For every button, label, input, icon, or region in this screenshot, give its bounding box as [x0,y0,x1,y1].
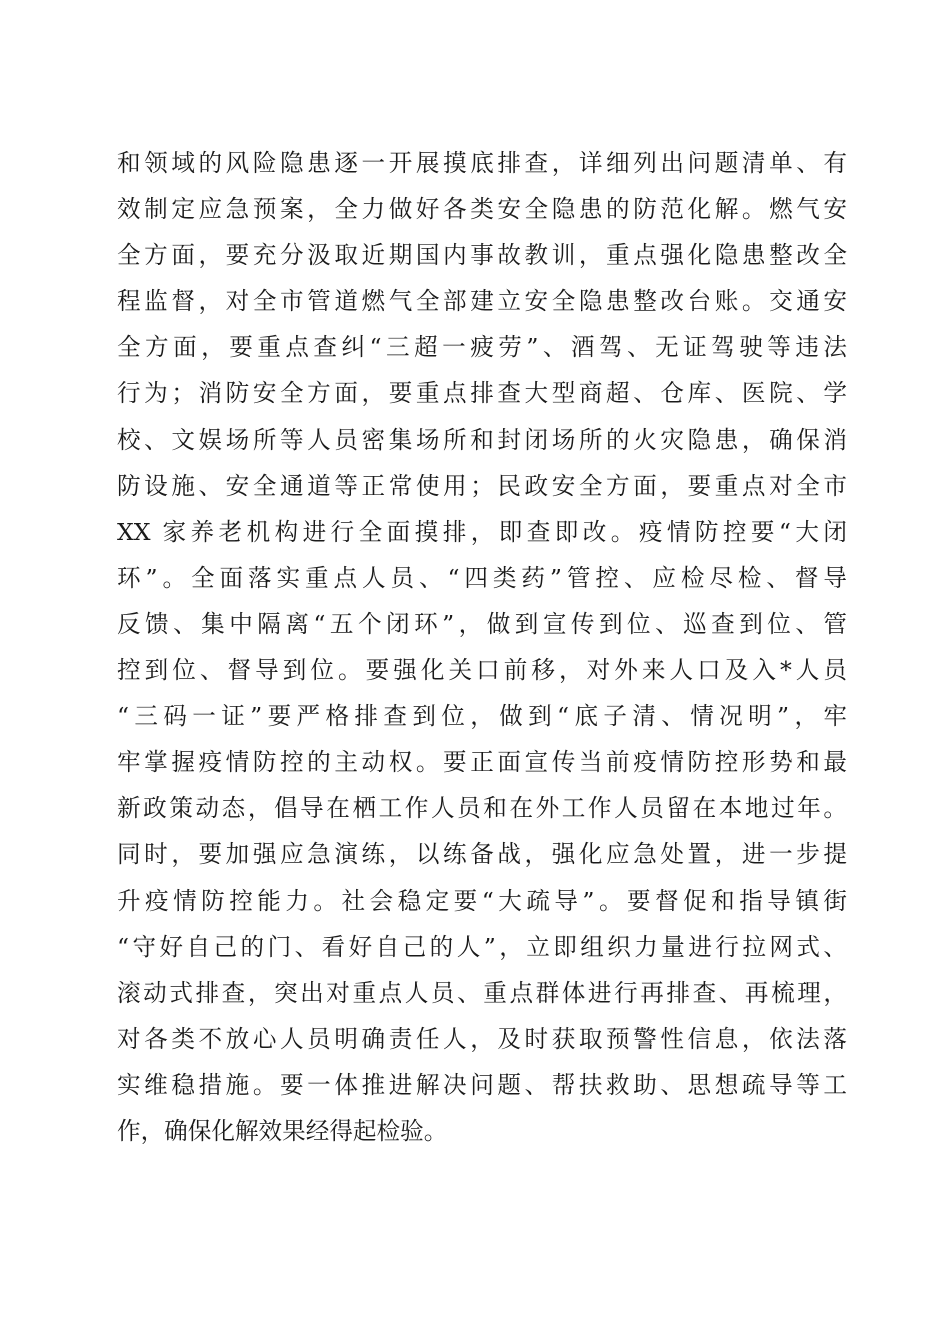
text-line: 新政策动态，倡导在栖工作人员和在外工作人员留在本地过年。 [117,794,847,823]
text-line: 实维稳措施。要一体推进解决问题、帮扶救助、思想疏导等工 [117,1070,847,1099]
text-line: 控到位、督导到位。要强化关口前移，对外来人口及入*人员 [117,656,847,685]
text-line: 对各类不放心人员明确责任人，及时获取预警性信息，依法落 [117,1024,847,1053]
text-line: 反馈、集中隔离“五个闭环”，做到宣传到位、巡查到位、管 [117,609,847,638]
text-line: 行为；消防安全方面，要重点排查大型商超、仓库、医院、学 [117,379,847,408]
text-line: 效制定应急预案，全力做好各类安全隐患的防范化解。燃气安 [117,195,847,224]
text-line: 升疫情防控能力。社会稳定要“大疏导”。要督促和指导镇街 [117,886,847,915]
text-line: 和领域的风险隐患逐一开展摸底排查，详细列出问题清单、有 [117,149,847,177]
text-line: 全方面，要重点查纠“三超一疲劳”、酒驾、无证驾驶等违法 [117,333,847,362]
text-line: 滚动式排查，突出对重点人员、重点群体进行再排查、再梳理， [117,978,847,1007]
text-line: 全方面，要充分汲取近期国内事故教训，重点强化隐患整改全 [117,241,847,270]
text-line: “守好自己的门、看好自己的人”，立即组织力量进行拉网式、 [117,932,847,961]
body-paragraph [117,140,847,1154]
text-line: 程监督，对全市管道燃气全部建立安全隐患整改台账。交通安 [117,287,847,316]
text-line: 校、文娱场所等人员密集场所和封闭场所的火灾隐患，确保消 [117,425,847,454]
text-line: 防设施、安全通道等正常使用；民政安全方面，要重点对全市 [117,471,847,500]
text-line: “三码一证”要严格排查到位，做到“底子清、情况明”，牢 [117,702,847,731]
text-line: 同时，要加强应急演练，以练备战，强化应急处置，进一步提 [117,840,847,869]
text-line: XX 家养老机构进行全面摸排，即查即改。疫情防控要“大闭 [117,517,847,546]
text-line: 环”。全面落实重点人员、“四类药”管控、应检尽检、督导 [117,563,847,592]
text-line: 牢掌握疫情防控的主动权。要正面宣传当前疫情防控形势和最 [117,748,847,777]
text-line: 作，确保化解效果经得起检验。 [117,1116,448,1145]
